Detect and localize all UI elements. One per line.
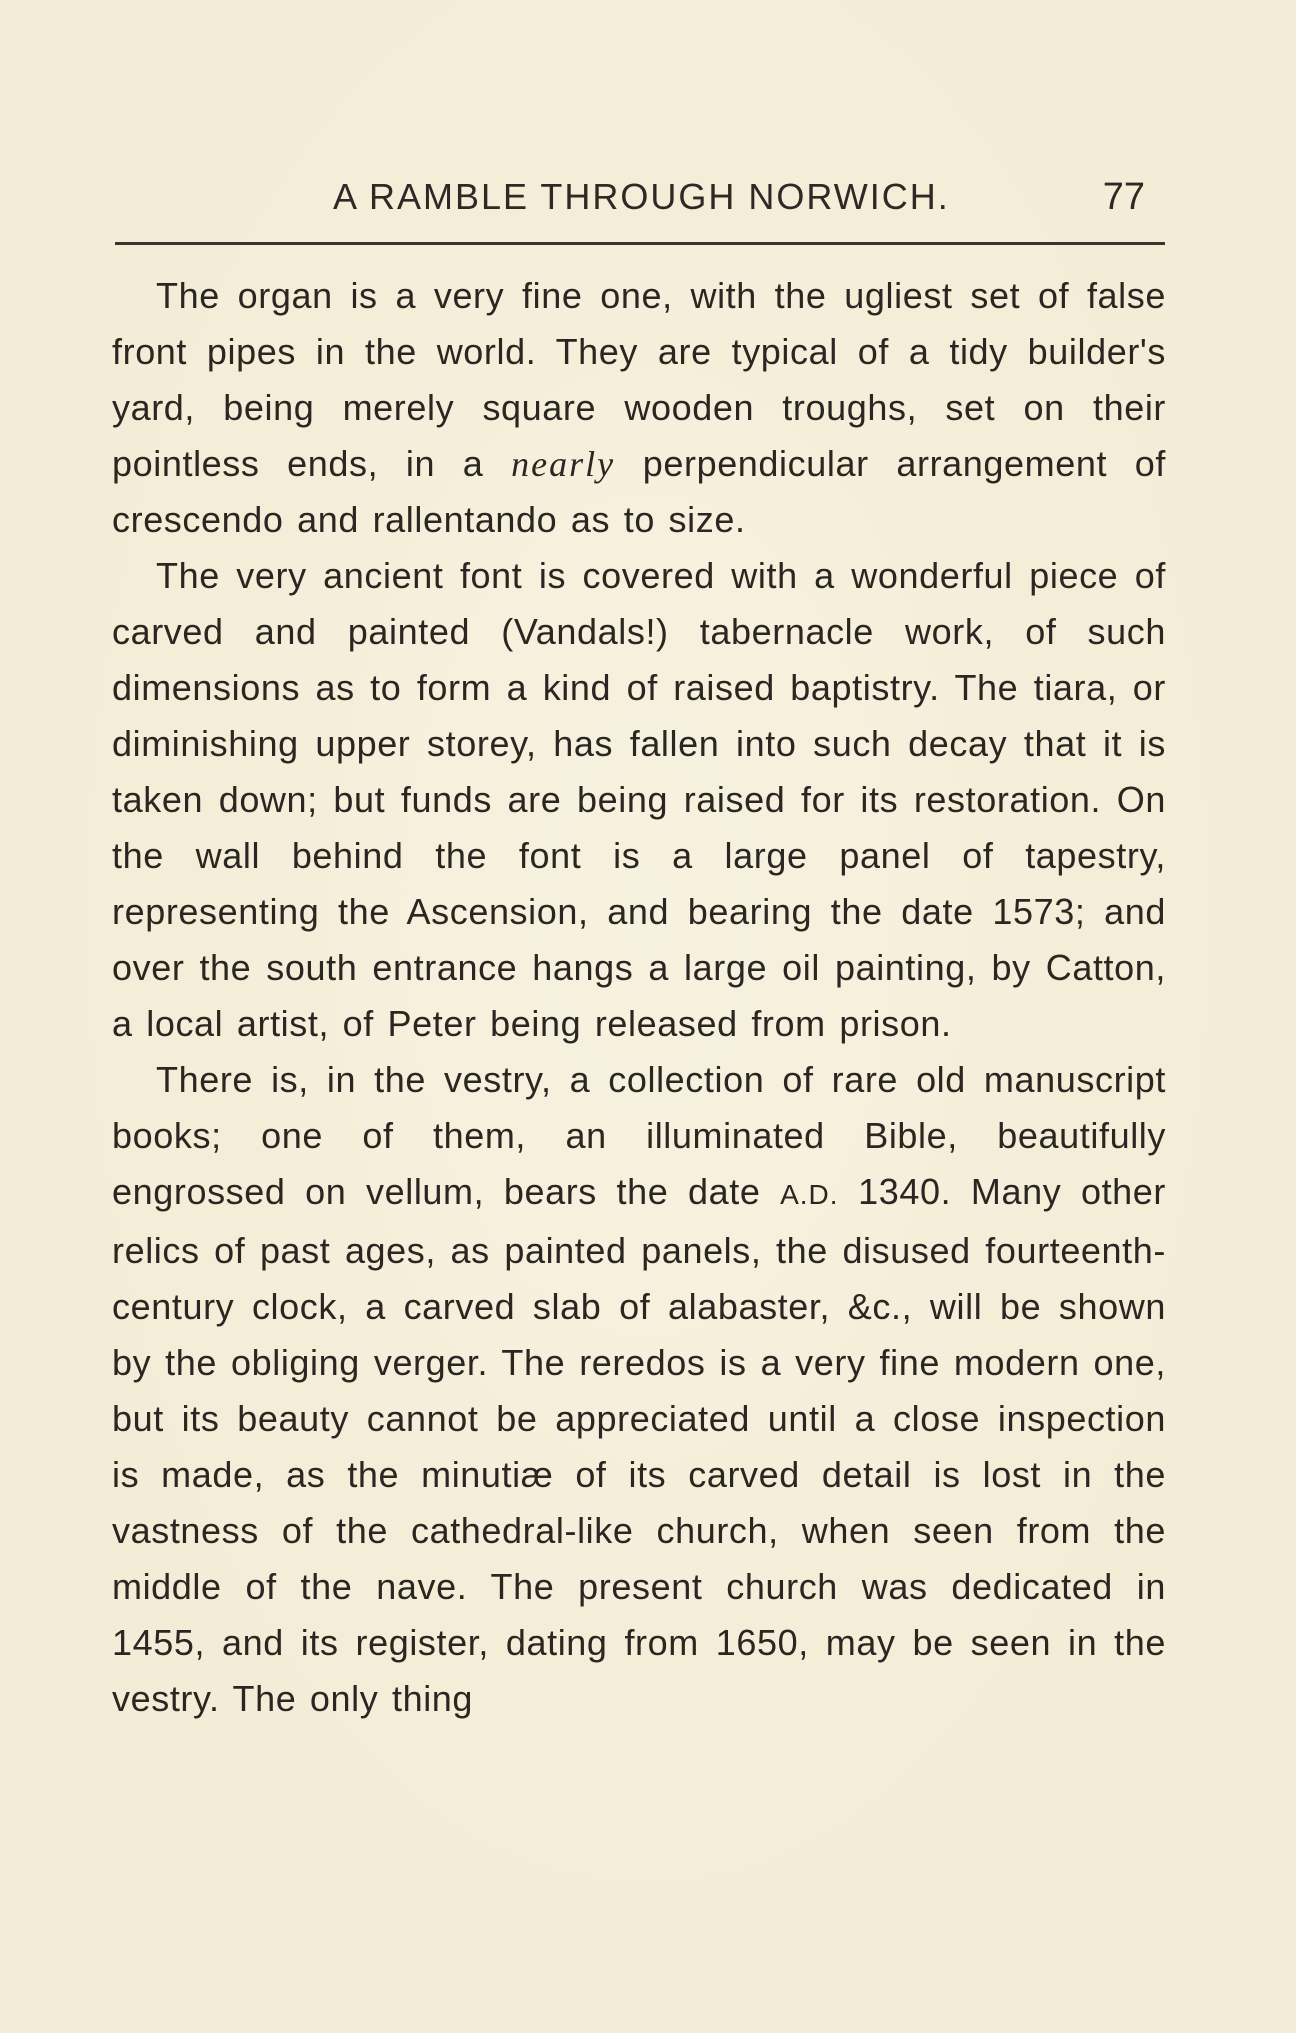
paragraph-vestry [112,1052,1166,1727]
anno-domini-smallcaps: A.D. [780,1179,839,1210]
running-title: A RAMBLE THROUGH NORWICH. [333,176,950,217]
running-head [115,176,1145,226]
paragraph-font: The very ancient font is covered with a wonderful piece of carved and painted (Vandals!) tabernacle work, of such dimensions as to form a kind of raised baptistry. The tiara, or diminishing upper storey, has fallen into such decay that it is taken down; but funds are being raised for its restoration. On the wall behind the font is a large panel of tapestry, representing the Ascension, and bearing the date 1573; and over the south entrance hangs a large oil painting, by Catton, a local artist, of Peter being released from prison. [112,555,1166,1044]
paragraph-organ [112,268,1166,548]
italic-word-nearly: nearly [511,444,616,484]
paragraph-organ-text-end: perpendicular arrangement of crescendo and rallentando as to size. [112,443,1166,540]
header-rule [115,242,1165,245]
page-number: 77 [1102,176,1145,218]
body-text [112,268,1166,1727]
paragraph-vestry-text-start: There is, in the vestry, a collection of rare old manuscript books; one of them, an illuminated Bible, beautifully engrossed on vellum, bears the date [112,1059,1166,1212]
paragraph-vestry-text-end: 1340. Many other relics of past ages, as painted panels, the disused fourteenth-century clock, a carved slab of alabaster, &c., will be shown by the obliging verger. The reredos is a very fine modern one, but its beauty cannot be appreciated until a close inspection is made, as the minutiæ of its carved detail is lost in the vastness of the cathedral-like church, when seen from the middle of the nave. The present church was dedicated in 1455, and its register, dating from 1650, may be seen in the vestry. The only thing [112,1171,1166,1719]
paragraph-organ-text-start: The organ is a very fine one, with the ugliest set of false front pipes in the world. They are typical of a tidy builder's yard, being merely square wooden troughs, set on their pointless ends, in a [112,275,1166,484]
